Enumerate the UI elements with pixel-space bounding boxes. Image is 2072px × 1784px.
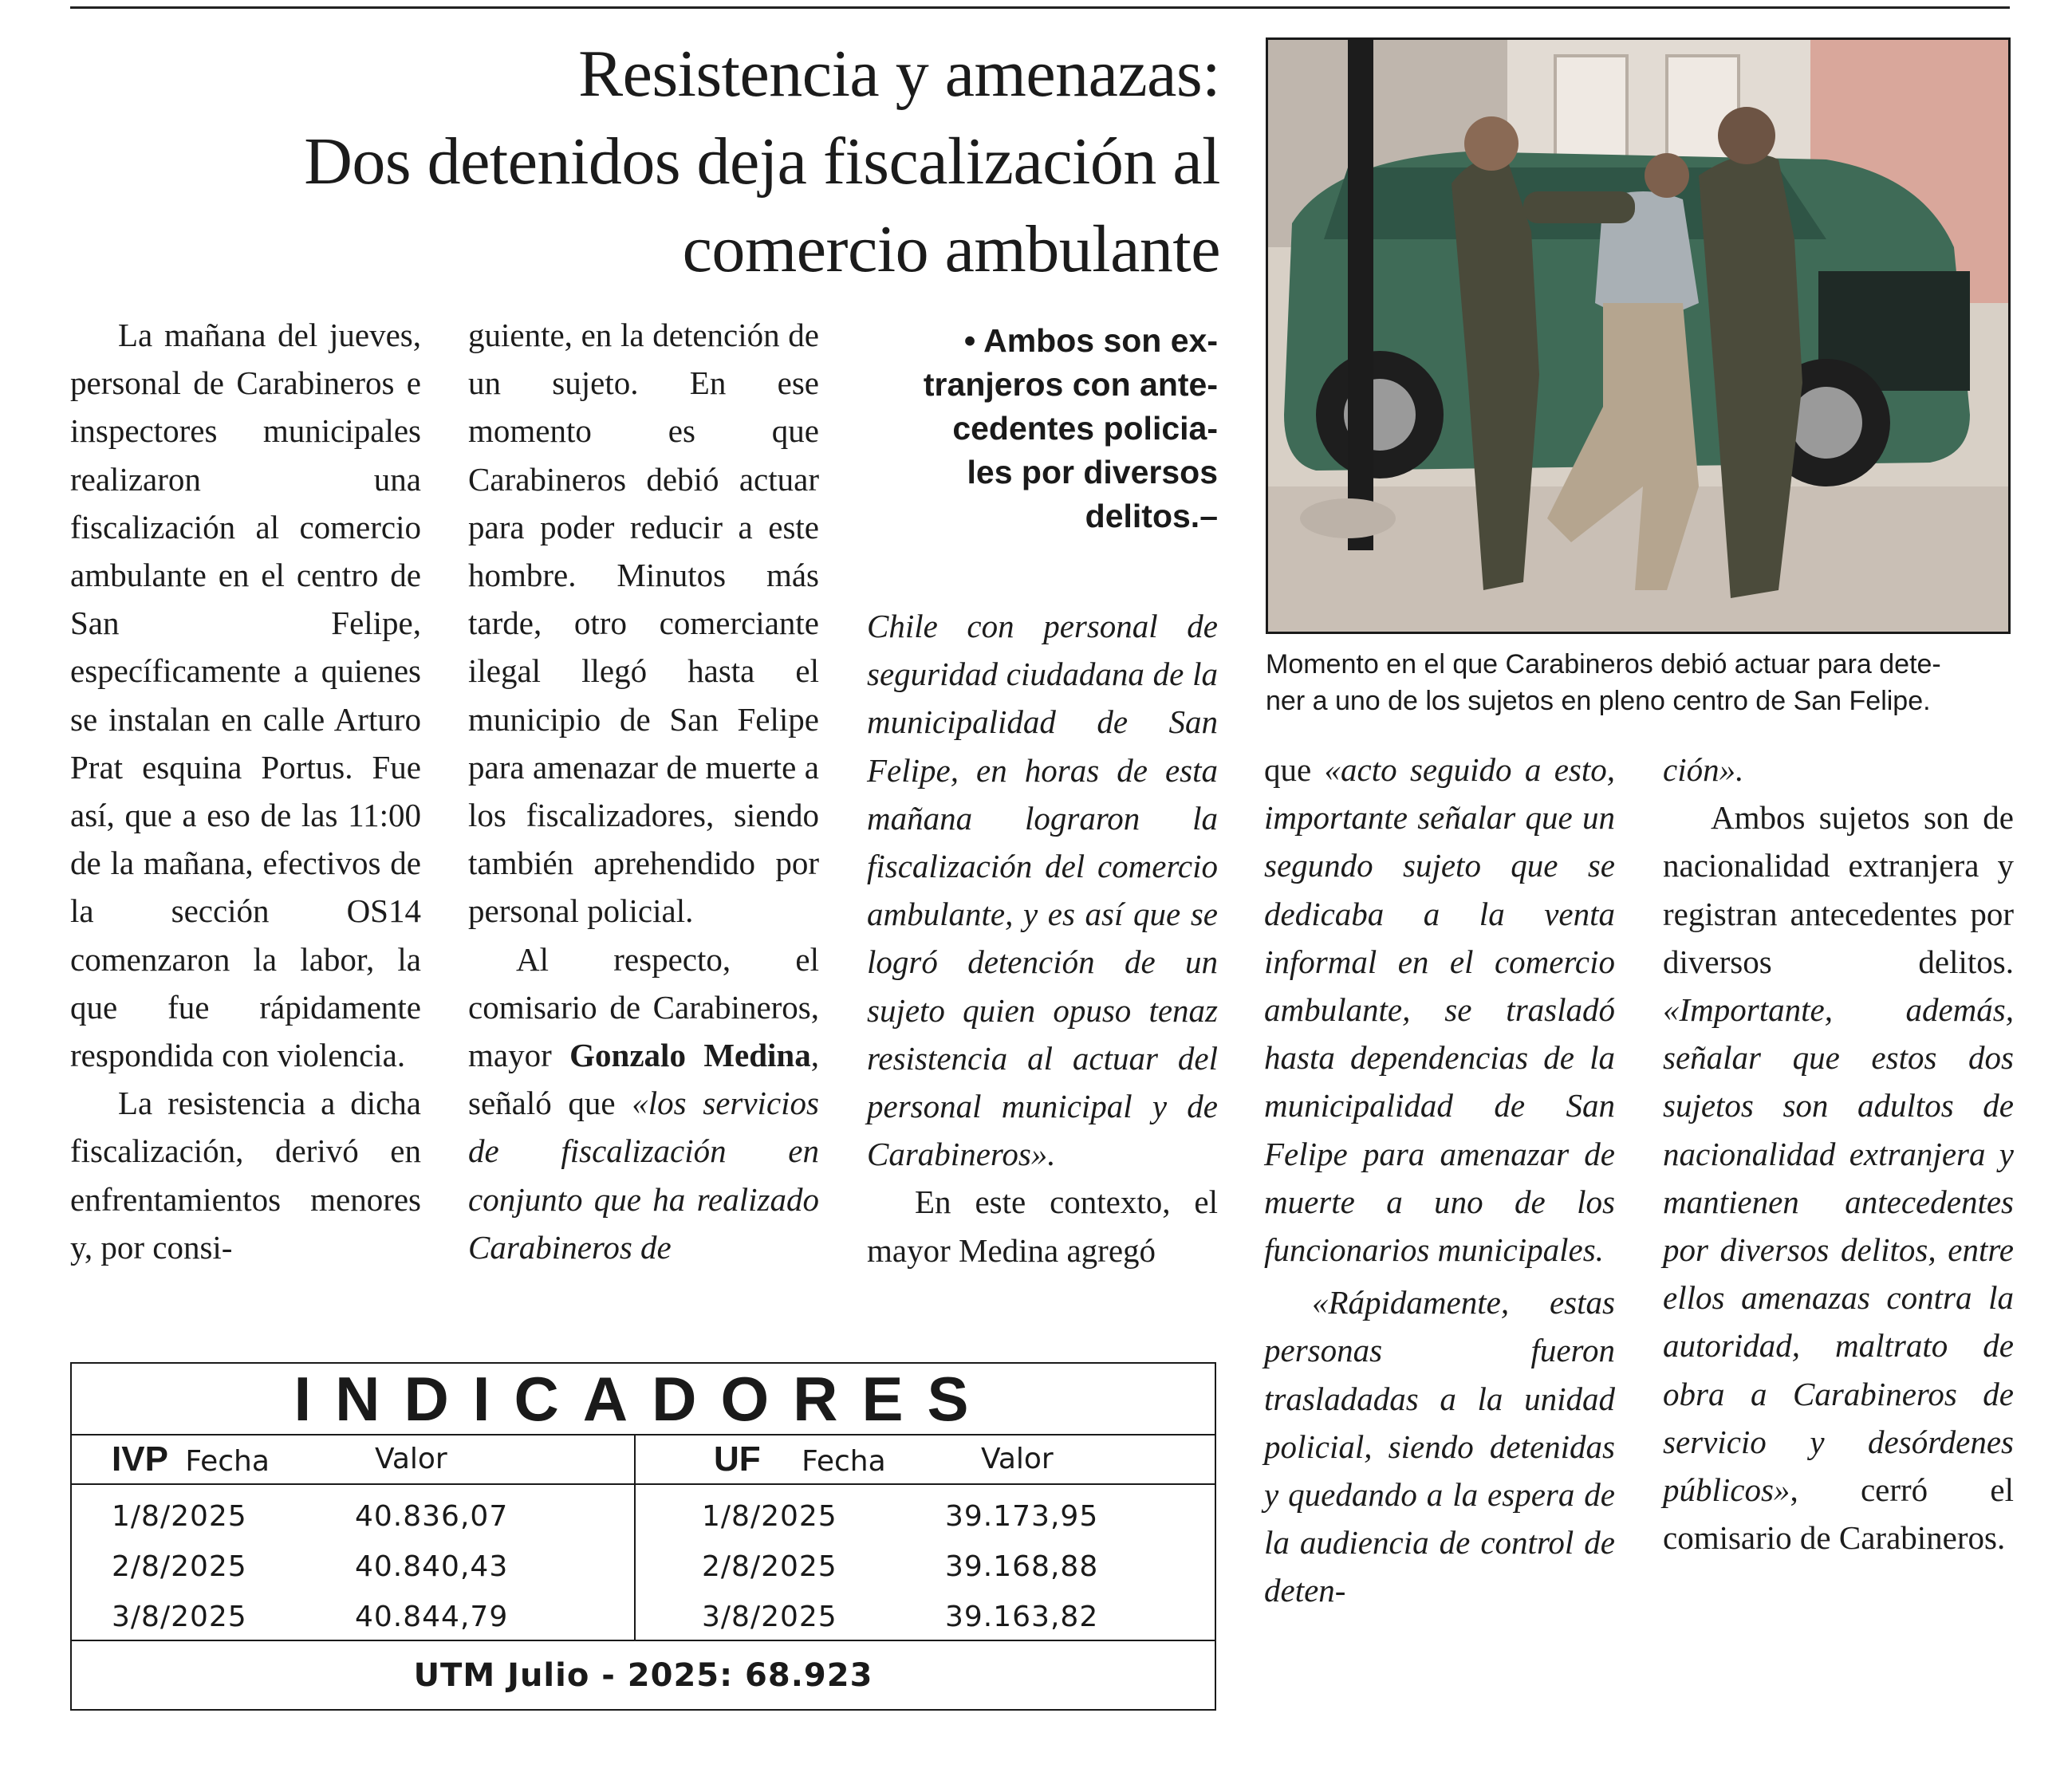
ivp-valor: 40.840,43 — [355, 1550, 509, 1583]
paragraph — [1264, 746, 1615, 1274]
person-name: Gonzalo Medina — [569, 1037, 811, 1074]
quote: ción». — [1663, 751, 1744, 788]
pull-quote-line: les por diversos — [967, 454, 1218, 490]
caption-line: Momento en el que Carabineros debió actuar para dete- — [1266, 649, 1941, 679]
pull-quote-line: delitos.– — [1085, 498, 1218, 534]
news-photo — [1266, 37, 2011, 634]
text-run: , cerró el comisario de Carabineros. — [1663, 1471, 2014, 1557]
quote: «los servicios de fiscalización en conjunto que ha realizado Carabineros de — [468, 1085, 819, 1266]
ivp-fecha: 3/8/2025 — [112, 1601, 247, 1633]
article-column-5 — [1663, 746, 2014, 1561]
valor-label: Valor — [981, 1443, 1054, 1475]
valor-label: Valor — [375, 1443, 447, 1475]
article-column-1 — [70, 311, 421, 1271]
divider — [72, 1434, 1215, 1435]
uf-header — [714, 1437, 886, 1482]
paragraph — [1663, 746, 2014, 794]
quote: Chile con personal de seguridad ciudadana de la municipalidad de San Felipe, en horas de esta mañana lograron la fiscalización del comercio ambulante, y es así que se logró detención de un sujeto quien opuso tenaz resistencia al actuar del personal municipal y de Carabineros». — [867, 608, 1218, 1173]
paragraph: En este contexto, el mayor Medina agregó — [867, 1183, 1218, 1269]
ivp-header — [112, 1437, 270, 1482]
article-column-3 — [867, 602, 1218, 1274]
utm-value: UTM Julio - 2025: 68.923 — [413, 1657, 873, 1694]
quote: «Importante, además, señalar que estos dos sujetos son adultos de nacionalidad extranjera y mantienen antecedentes por diversos delitos, entre ellos amenazas contra la autoridad, maltrato de obra a Carabineros de servicio y desórdenes públicos» — [1663, 991, 2014, 1509]
headline-line-3: comercio ambulante — [682, 212, 1220, 286]
paragraph — [867, 602, 1218, 1178]
uf-fecha: 1/8/2025 — [702, 1500, 837, 1533]
ivp-fecha: 2/8/2025 — [112, 1550, 247, 1583]
uf-valor: 39.163,82 — [945, 1601, 1099, 1633]
top-rule — [70, 6, 2010, 9]
quote: «Rápidamente, estas personas fueron trasladadas a la unidad policial, siendo detenidas y quedando a la espera de la audiencia de control de deten- — [1264, 1284, 1615, 1609]
text-run: Ambos sujetos son de nacionalidad extranjera y registran antecedentes por diversos delitos. — [1663, 799, 2014, 980]
divider — [72, 1483, 1215, 1485]
article-column-4 — [1264, 746, 1615, 1615]
uf-label: UF — [714, 1439, 761, 1479]
ivp-fecha: 1/8/2025 — [112, 1500, 247, 1533]
photo-caption — [1266, 646, 2015, 719]
quote: «acto seguido a esto, importante señalar que un segundo sujeto que se dedicaba a la venta informal en el comercio ambulante, se trasladó hasta dependencias de la municipalidad de San Felipe para amenazar de muerte a uno de los funcionarios municipales. — [1264, 751, 1615, 1269]
uf-fecha: 2/8/2025 — [702, 1550, 837, 1583]
paragraph — [1663, 794, 2014, 1561]
text-run: Al respecto, el comisario de Carabineros, mayor — [468, 940, 819, 1074]
caption-line: ner a uno de los sujetos en pleno centro de San Felipe. — [1266, 686, 1931, 716]
divider — [634, 1434, 636, 1640]
indicadores-title: INDICADORES — [293, 1364, 993, 1434]
text-run: que — [1264, 751, 1312, 788]
indicadores-box — [70, 1362, 1216, 1711]
uf-valor: 39.173,95 — [945, 1500, 1099, 1533]
photo-illustration — [1268, 40, 2008, 632]
headline-line-1: Resistencia y amenazas: — [578, 37, 1220, 111]
fecha-label: Fecha — [185, 1445, 270, 1478]
paragraph: guiente, en la detención de un sujeto. En ese momento es que Carabineros debió actuar para poder reducir a este hombre. Minutos más tarde, otro comerciante ilegal llegó hasta el municipio de San Felipe para amenazar de muerte a los fiscalizadores, siendo también aprehendido por personal policial. — [468, 317, 819, 930]
paragraph: La mañana del jueves, personal de Carabineros e inspectores municipales realizaron una fiscalización al comercio ambulante en el centro de San Felipe, específicamente a quienes se instalan en calle Arturo Prat esquina Portus. Fue así, que a eso de las 11:00 de la mañana, efectivos de la sección OS14 comenzaron la labor, la que fue rápidamente respondida con violencia. — [70, 317, 421, 1074]
uf-valor: 39.168,88 — [945, 1550, 1099, 1583]
ivp-valor: 40.836,07 — [355, 1500, 509, 1533]
text-run: , señaló que — [468, 1037, 819, 1122]
paragraph — [468, 935, 819, 1271]
pull-quote-line: cedentes policia- — [952, 410, 1218, 447]
pull-quote-line: • Ambos son ex- — [963, 322, 1218, 359]
paragraph: La resistencia a dicha fiscalización, derivó en enfrentamientos menores y, por consi- — [70, 1085, 421, 1266]
ivp-label: IVP — [112, 1439, 168, 1479]
ivp-valor: 40.844,79 — [355, 1601, 509, 1633]
pull-quote-line: tranjeros con ante- — [923, 366, 1218, 403]
headline — [104, 30, 1220, 293]
headline-line-2: Dos detenidos deja fiscalización al — [304, 124, 1220, 199]
fecha-label: Fecha — [802, 1445, 886, 1478]
uf-fecha: 3/8/2025 — [702, 1601, 837, 1633]
pull-quote — [867, 319, 1218, 538]
paragraph — [1264, 1278, 1615, 1614]
article-column-2 — [468, 311, 819, 1271]
